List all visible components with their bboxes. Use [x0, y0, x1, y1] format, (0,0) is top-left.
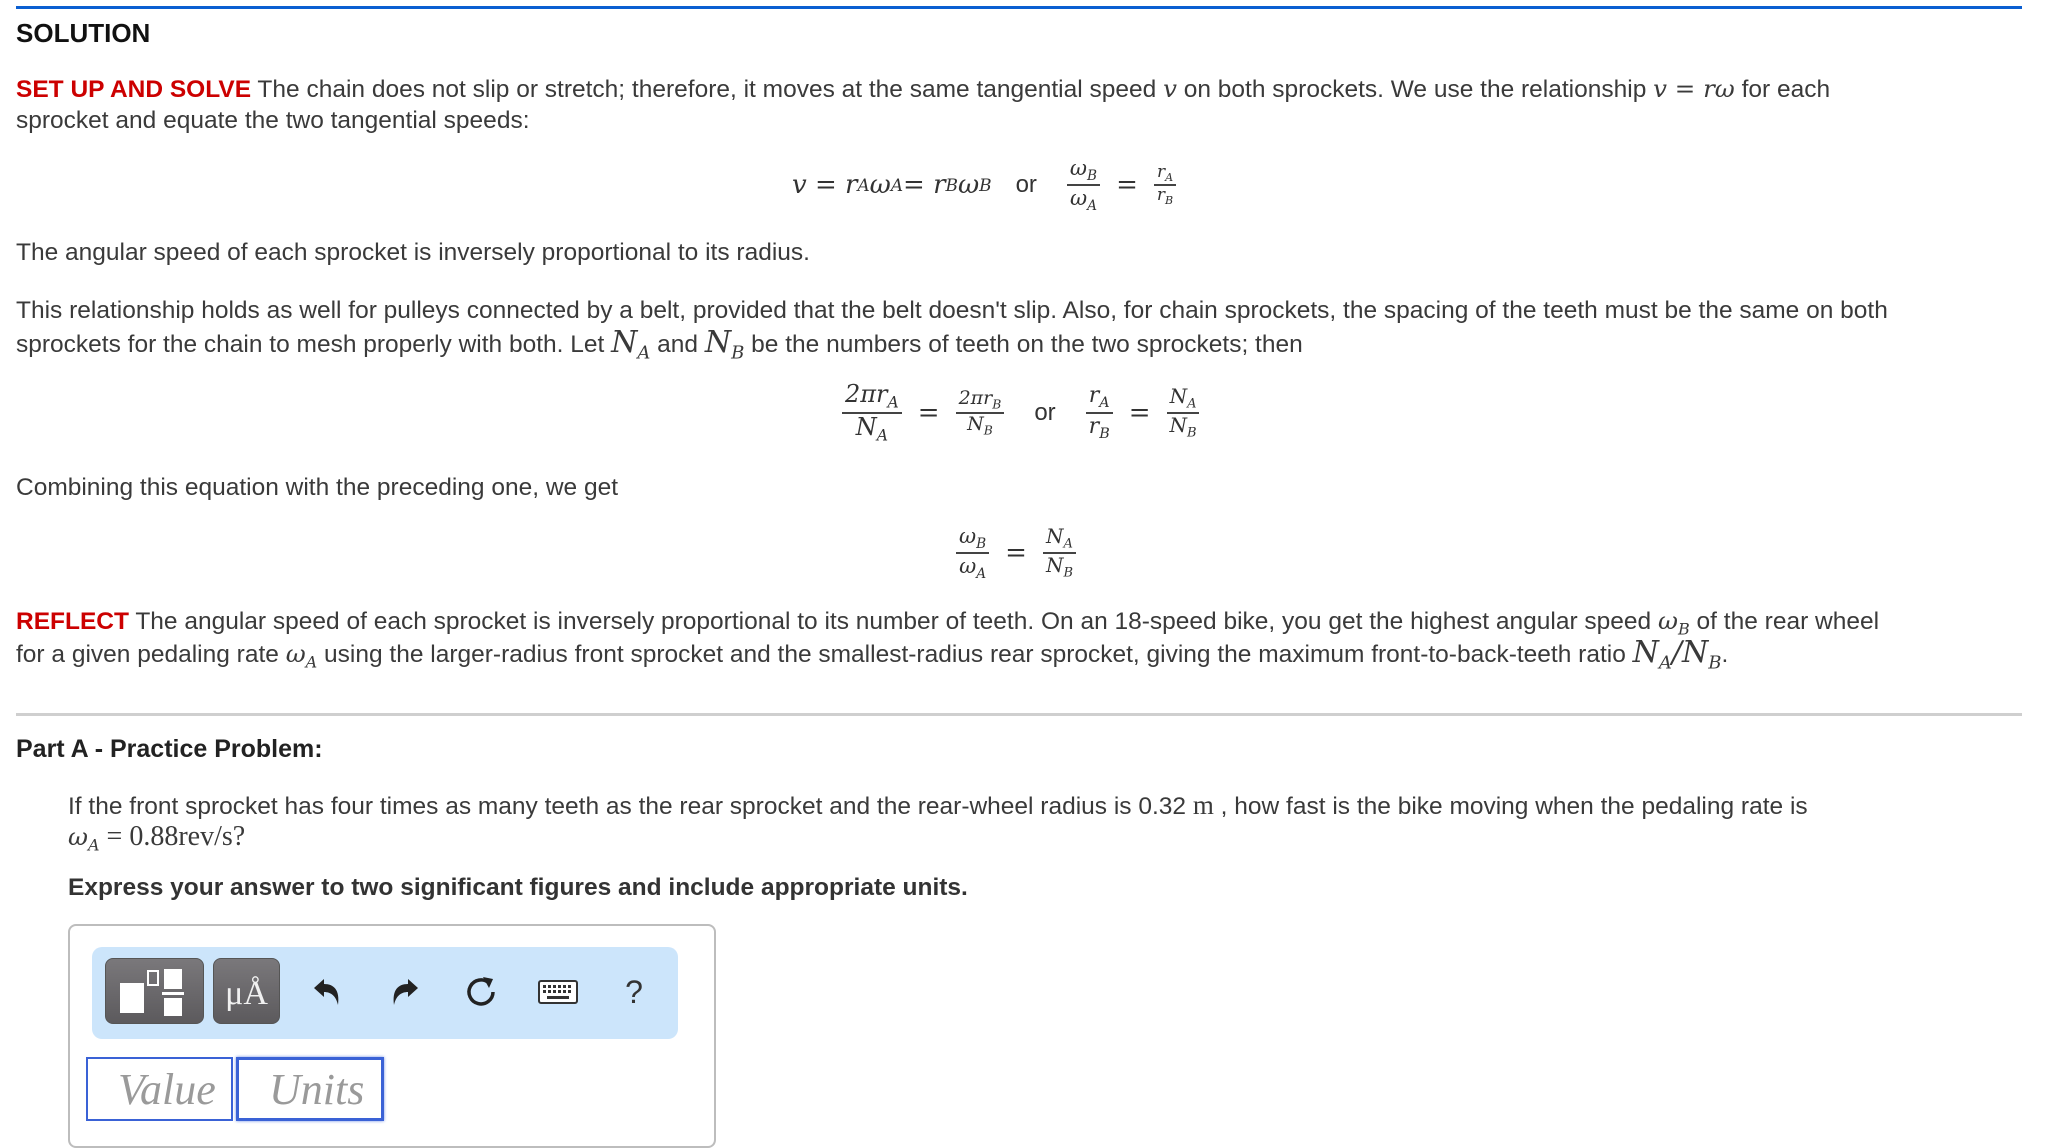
help-button[interactable] — [612, 970, 656, 1014]
eq1-or: or — [1015, 171, 1037, 198]
equation-teeth-spacing — [836, 378, 1206, 448]
eq2-frac4-num-sub: A — [1187, 396, 1197, 412]
eq3-equals: = — [1005, 538, 1027, 568]
eq3-frac2-num: N — [1046, 523, 1064, 548]
eq2-frac4-den: N — [1169, 413, 1188, 437]
reflect-label: REFLECT — [16, 608, 129, 635]
reset-icon — [463, 974, 499, 1010]
eq2-frac1-den-sub: A — [876, 426, 889, 445]
eq2-equals: = — [917, 398, 940, 428]
reflect-ratio-nb: /N — [1671, 635, 1709, 670]
eq2-frac2-den: N — [967, 413, 984, 435]
reflect-ratio-na: N — [1632, 635, 1659, 670]
eq3-frac1-den: ω — [959, 554, 977, 578]
eq1-equals: = — [1116, 170, 1138, 200]
eq3-frac1-num: ω — [959, 523, 977, 548]
eq2-frac1-num-sub: A — [887, 393, 899, 412]
eq2-frac3-den: r — [1088, 414, 1100, 439]
redo-icon — [388, 975, 422, 1009]
undo-icon — [310, 975, 344, 1009]
relationship-na: N — [611, 325, 638, 360]
value-field-wrapper — [86, 1057, 233, 1121]
setup-text-1: The chain does not slip or stretch; therefore, it moves at the same tangential speed — [251, 76, 1164, 103]
redo-button[interactable] — [383, 970, 427, 1014]
problem-line2 — [68, 821, 245, 862]
eq2-frac3-num: r — [1088, 383, 1100, 408]
eq1-frac1-den: ω — [1070, 186, 1088, 210]
eq3-frac2-den-sub: B — [1063, 565, 1074, 581]
reset-button[interactable] — [459, 970, 503, 1014]
setup-label: SET UP AND SOLVE — [16, 76, 252, 103]
part-a-title: Part A - Practice Problem: — [16, 735, 323, 763]
eq1-frac1-num: ω — [1069, 155, 1088, 180]
eq3-frac2-num-sub: A — [1063, 536, 1073, 552]
undo-button[interactable] — [305, 970, 349, 1014]
eq2-frac1-num: 2πr — [845, 380, 888, 409]
reflect-end: . — [1721, 641, 1729, 668]
section-divider — [16, 713, 2022, 716]
relationship-and: and — [650, 331, 705, 358]
relationship-nb: N — [704, 325, 732, 360]
reflect-ratio-sub-a: A — [1658, 652, 1672, 674]
reflect-text-1: The angular speed of each sprocket is inversely proportional to its number of teeth. On an 18-speed bike, you get the highest angular speed — [128, 608, 1658, 635]
reflect-omega-a: ω — [285, 639, 306, 668]
templates-button[interactable] — [105, 958, 204, 1024]
reflect-text-3: for a given pedaling rate — [16, 641, 286, 668]
eq1-frac2-num: r — [1156, 161, 1166, 182]
angular-speed-line: The angular speed of each sprocket is inversely proportional to its radius. — [16, 239, 810, 266]
units-input[interactable] — [239, 1060, 381, 1118]
eq2-frac2-num-sub: B — [992, 397, 1002, 412]
eq1-frac2-num-sub: A — [1165, 170, 1174, 184]
eq2-equals2: = — [1128, 398, 1151, 428]
eq2-frac1 — [842, 382, 902, 444]
eq2-frac2-den-sub: B — [983, 423, 993, 438]
relationship-text-b: be the numbers of teeth on the two sprockets; then — [744, 331, 1303, 358]
templates-icon — [106, 959, 203, 1023]
value-input[interactable] — [88, 1059, 231, 1119]
eq1-omega-b: ω — [957, 170, 980, 200]
eq2-frac3 — [1086, 384, 1113, 442]
problem-value: = 0.88rev/s? — [99, 821, 246, 852]
setup-v: v — [1163, 74, 1177, 103]
eq1-sub-b2: B — [979, 175, 992, 195]
reflect-omega-a-sub: A — [305, 652, 318, 672]
solution-title: SOLUTION — [16, 18, 151, 48]
eq1-frac1-den-sub: A — [1087, 197, 1097, 214]
combining-line: Combining this equation with the preceding one, we get — [16, 474, 618, 501]
problem-text-a: If the front sprocket has four times as many teeth as the rear sprocket and the rear-wheel radius is 0.32 — [68, 793, 1193, 820]
eq1-mid: = r — [903, 170, 946, 200]
eq3-frac2-den: N — [1045, 553, 1064, 577]
eq1-lhs: v = r — [792, 170, 858, 200]
eq1-frac-omega — [1067, 157, 1100, 213]
keyboard-icon — [538, 980, 578, 1006]
eq2-frac2 — [956, 386, 1005, 438]
eq2-frac3-den-sub: B — [1099, 426, 1110, 442]
eq1-frac2-den-sub: B — [1165, 193, 1174, 207]
relationship-line1: This relationship holds as well for pulleys connected by a belt, provided that the belt doesn't slip. Also, for chain sprockets, the spacing of the teeth must be the same on both — [16, 297, 1888, 324]
relationship-text-a: sprockets for the chain to mesh properly with both. Let — [16, 331, 612, 358]
reflect-line2 — [16, 637, 1728, 679]
relationship-nb-sub: B — [731, 342, 745, 364]
instruction-text: Express your answer to two significant figures and include appropriate units. — [68, 874, 968, 901]
eq3-frac2 — [1043, 523, 1076, 581]
top-rule — [16, 6, 2022, 9]
problem-omega-sub: A — [87, 835, 100, 855]
relationship-na-sub: A — [637, 342, 651, 364]
eq1-sub-a2: A — [890, 175, 904, 195]
eq2-frac3-num-sub: A — [1099, 395, 1110, 411]
problem-omega: ω — [68, 822, 88, 851]
reflect-text-4: using the larger-radius front sprocket and the smallest-radius rear sprocket, giving the maximum front-to-back-teeth ratio — [317, 641, 1633, 668]
reflect-text-2: of the rear wheel — [1689, 608, 1880, 635]
setup-text-2: on both sprockets. We use the relationship — [1176, 76, 1654, 103]
setup-relationship: v = rω — [1653, 74, 1735, 103]
eq3-frac1 — [956, 525, 989, 581]
keyboard-button[interactable] — [534, 975, 582, 1011]
problem-line1 — [68, 789, 1808, 823]
eq3-frac1-den-sub: A — [976, 565, 987, 582]
eq2-frac2-num: 2πr — [958, 386, 993, 409]
eq2-frac4-num: N — [1169, 383, 1188, 408]
eq2-frac4-den-sub: B — [1187, 425, 1197, 441]
eq1-frac-radius — [1154, 161, 1176, 207]
relationship-line2 — [16, 327, 1303, 369]
reflect-omega-b-sub: B — [1677, 619, 1690, 639]
equation-tangential-speed — [792, 155, 1182, 215]
eq3-frac1-num-sub: B — [976, 535, 987, 552]
units-field-wrapper — [236, 1057, 384, 1121]
eq1-frac2-den: r — [1156, 185, 1166, 205]
eq1-sub-b: B — [945, 175, 958, 195]
help-icon: ? — [625, 973, 643, 1010]
eq1-frac1-num-sub: B — [1087, 167, 1098, 184]
eq2-frac4 — [1167, 383, 1200, 441]
units-icon: μÅ — [225, 975, 268, 1012]
reflect-omega-b: ω — [1658, 606, 1678, 635]
eq2-or: or — [1034, 399, 1056, 426]
setup-paragraph-line2: sprocket and equate the two tangential speeds: — [16, 107, 530, 134]
eq2-frac1-den: N — [855, 413, 877, 441]
setup-text-3: for each — [1734, 76, 1831, 103]
problem-text-b: , how fast is the bike moving when the pedaling rate is — [1213, 793, 1808, 820]
problem-unit-m: m — [1192, 790, 1214, 820]
units-button[interactable] — [213, 958, 280, 1024]
eq1-omega-a: ω — [869, 170, 891, 200]
setup-paragraph-line1 — [16, 73, 1830, 106]
reflect-ratio-sub-b: B — [1708, 652, 1722, 674]
eq1-sub-a: A — [857, 175, 870, 195]
equation-omega-teeth — [950, 520, 1082, 586]
